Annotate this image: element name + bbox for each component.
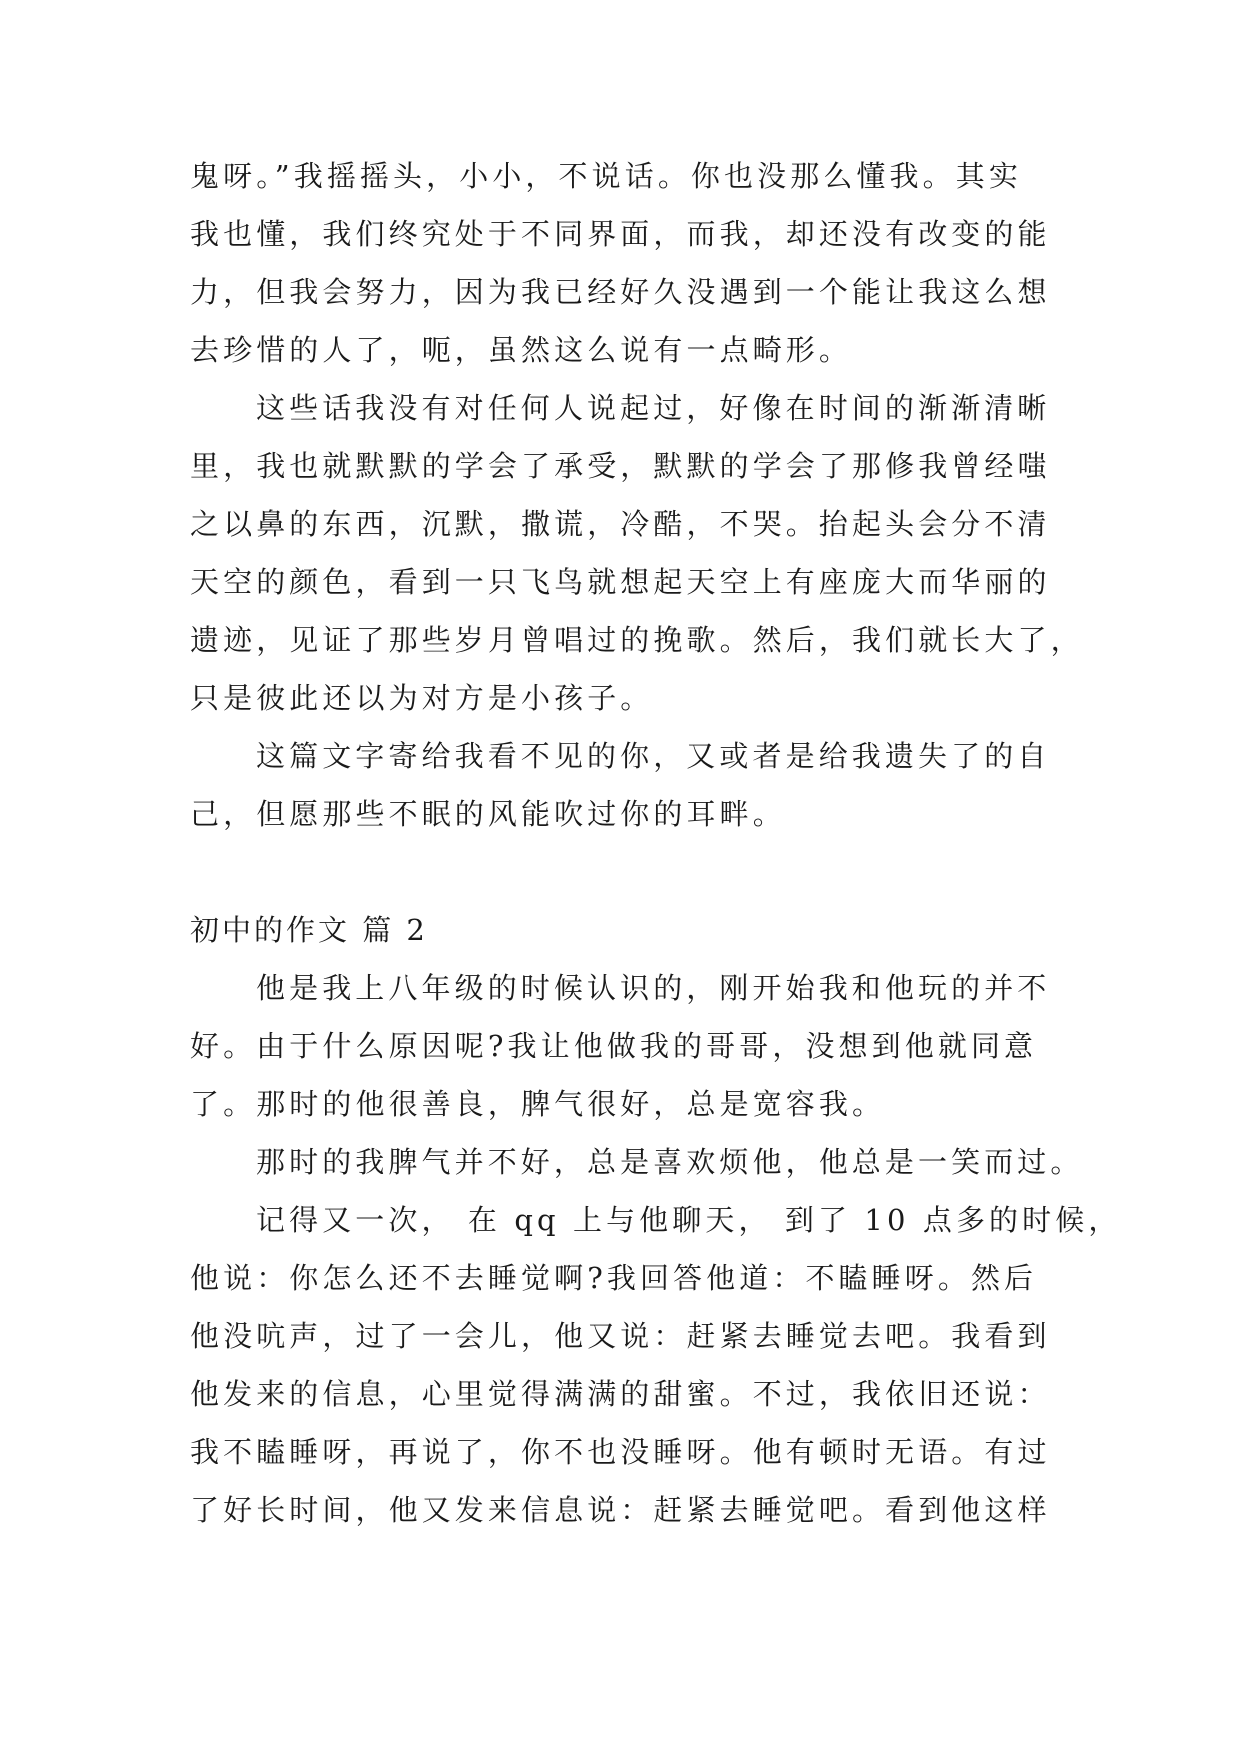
paragraph-line: 了。那时的他很善良，脾气很好，总是宽容我。 xyxy=(190,1087,886,1121)
paragraph xyxy=(190,379,1084,727)
paragraph-line: 记得又一次， 在 qq 上与他聊天， 到了 10 点多的时候， xyxy=(256,1203,1122,1237)
paragraph-line: 遗迹，见证了那些岁月曾唱过的挽歌。然后，我们就长大了， xyxy=(190,623,1084,657)
paragraph-line: 我不瞌睡呀，再说了，你不也没睡呀。他有顿时无语。有过 xyxy=(190,1435,1051,1469)
paragraph-line: 天空的颜色，看到一只飞鸟就想起天空上有座庞大而华丽的 xyxy=(190,565,1051,599)
paragraph-line: 只是彼此还以为对方是小孩子。 xyxy=(190,681,654,715)
paragraph xyxy=(190,147,1050,379)
paragraph-line: 里，我也就默默的学会了承受，默默的学会了那修我曾经嗤 xyxy=(190,449,1051,483)
paragraph-line: 了好长时间，他又发来信息说：赶紧去睡觉吧。看到他这样 xyxy=(190,1493,1051,1527)
paragraph-line: 那时的我脾气并不好，总是喜欢烦他，他总是一笑而过。 xyxy=(256,1145,1084,1179)
paragraph xyxy=(190,1133,1084,1191)
paragraph-line: 好。由于什么原因呢?我让他做我的哥哥，没想到他就同意 xyxy=(190,1029,1038,1063)
paragraph xyxy=(190,727,1050,843)
paragraph-line: 这些话我没有对任何人说起过，好像在时间的渐渐清晰 xyxy=(256,391,1051,425)
paragraph-line: 这篇文字寄给我看不见的你，又或者是给我遗失了的自 xyxy=(256,739,1051,773)
section-spacer xyxy=(190,843,1050,901)
paragraph-line: 他说：你怎么还不去睡觉啊?我回答他道：不瞌睡呀。然后 xyxy=(190,1261,1038,1295)
paragraph xyxy=(190,959,1050,1133)
section-title: 初中的作文 篇 2 xyxy=(190,913,428,947)
paragraph xyxy=(190,1191,1122,1539)
paragraph-line: 己，但愿那些不眠的风能吹过你的耳畔。 xyxy=(190,797,786,831)
paragraph-line: 去珍惜的人了，呃，虽然这么说有一点畸形。 xyxy=(190,333,853,367)
paragraph-line: 我也懂，我们终究处于不同界面，而我，却还没有改变的能 xyxy=(190,217,1051,251)
paragraph-line: 之以鼻的东西，沉默，撒谎，冷酷，不哭。抬起头会分不清 xyxy=(190,507,1051,541)
paragraph-line: 鬼呀。”我摇摇头，小小，不说话。你也没那么懂我。其实 xyxy=(190,159,1022,193)
document-body xyxy=(190,147,1122,1539)
paragraph-line: 他没吭声，过了一会儿，他又说：赶紧去睡觉去吧。我看到 xyxy=(190,1319,1051,1353)
paragraph-line: 他发来的信息，心里觉得满满的甜蜜。不过，我依旧还说： xyxy=(190,1377,1051,1411)
paragraph-line: 他是我上八年级的时候认识的，刚开始我和他玩的并不 xyxy=(256,971,1051,1005)
paragraph-line: 力，但我会努力，因为我已经好久没遇到一个能让我这么想 xyxy=(190,275,1051,309)
